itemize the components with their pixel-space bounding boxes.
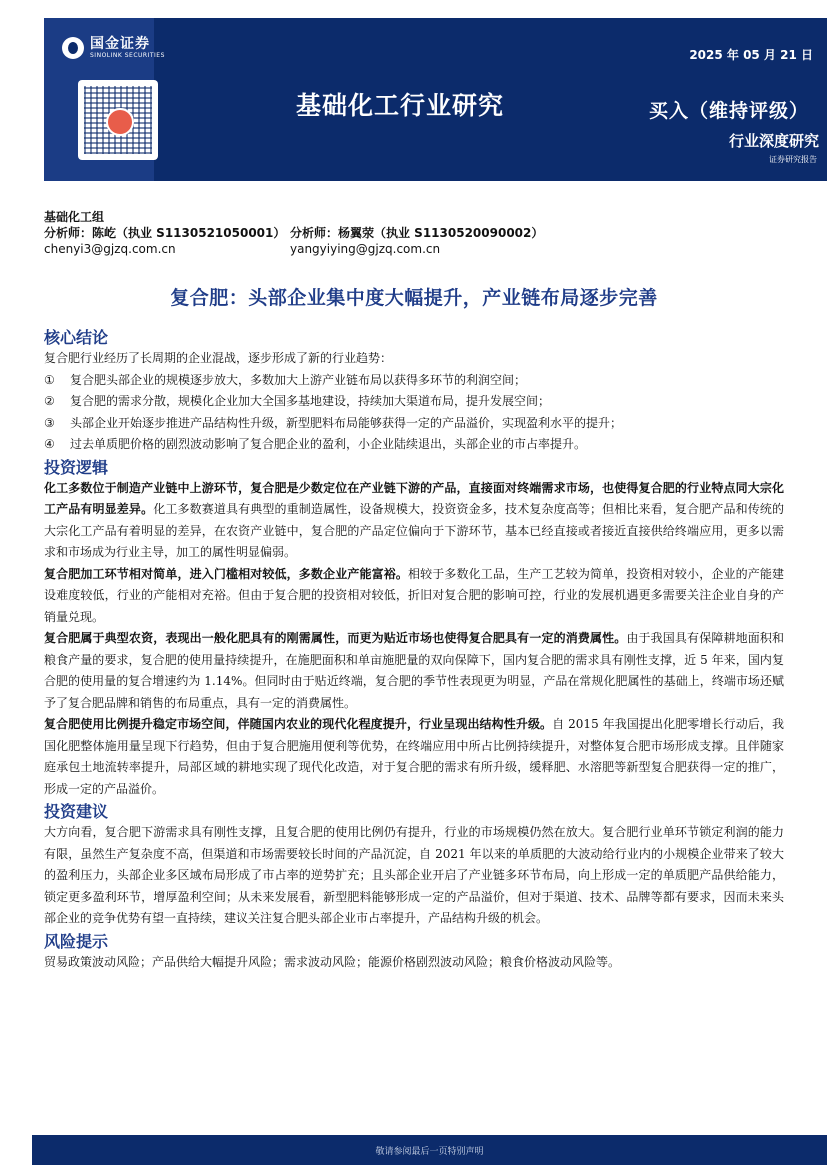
risk-paragraph: 贸易政策波动风险；产品供给大幅提升风险；需求波动风险；能源价格剧烈波动风险；粮食价格波动风险等。 [44,954,621,969]
logic-p1-text: 化工多数赛道具有典型的重制造属性，设备规模大，投资资金多，技术复杂度高等；但相比来看，复合肥产品和传统的大宗化工产品有着明显的差异，在农资产业链中，复合肥的产品定位偏向于下游环节，基本已经直接或者接近直接供给终端应用，更多以需求和市场成为行业主导，加工的属性明显偏弱。 [44,502,784,559]
logic-paragraph-2 [44,564,784,629]
qr-code-icon [78,80,158,160]
analyst-emails-row [44,241,784,257]
report-type: 行业深度研究 [728,132,819,150]
logic-p3-text: 由于我国具有保障耕地面积和粮食产量的要求，复合肥的使用量持续提升，在施肥面积和单亩施肥量的双向保障下，国内复合肥的需求具有刚性支撑，近 5 年来，国内复合肥的使用量的复合增速约为 1.14%。但同时由于贴近终端，复合肥的季节性表现更为明显，产品在常规化肥属性的基础上，终端市场还赋予了复合肥品牌和销售的布局重点，具有一定的消费属性。 [44,631,784,710]
analyst-1-email[interactable]: chenyi3@gjzq.com.cn [44,242,176,256]
report-subtype: 证券研究报告 [769,155,817,164]
list-item [44,413,784,435]
footer-disclaimer-link[interactable]: 敬请参阅最后一页特别声明 [375,1147,484,1157]
logic-p2-lead: 复合肥加工环节相对简单，进入门槛相对较低，多数企业产能富裕。 [44,566,408,581]
list-item-text: 复合肥的需求分散，规模化企业加大全国多基地建设，持续加大渠道布局，提升发展空间； [70,394,551,408]
analyst-1-label: 分析师：陈屹（执业 S1130521050001） [44,226,286,240]
analyst-names-row [44,225,784,241]
logo-en: SINOLINK SECURITIES [90,52,165,59]
logic-p4-text: 自 2015 年我国提出化肥零增长行动后，我国化肥整体施用量呈现下行趋势，但由于复合肥施用便利等优势，在终端应用中所占比例持续提升，对整体复合肥市场形成支撑。且伴随家庭承包土地流转率提升，局部区域的耕地实现了现代化改造，对于复合肥的需求有所升级，缓释肥、水溶肥等新型复合肥获得一定的推广，形成一定的产品溢价。 [44,717,785,796]
list-item-number: ① [44,372,55,387]
list-item-text: 过去单质肥价格的剧烈波动影响了复合肥企业的盈利，小企业陆续退出，头部企业的市占率提升。 [70,437,587,451]
section-heading-suggestion: 投资建议 [44,802,109,821]
logic-p3-lead: 复合肥属于典型农资，表现出一般化肥具有的刚需属性，而更为贴近市场也使得复合肥具有一定的消费属性。 [44,631,627,645]
list-item [44,391,784,413]
analyst-block [44,209,784,257]
footer-bar [32,1135,827,1165]
industry-title: 基础化工行业研究 [296,91,505,120]
analyst-2-email[interactable]: yangyiying@gjzq.com.cn [290,242,441,256]
logic-p1-lead: 化工多数位于制造产业链中上游环节，复合肥是少数定位在产业链下游的产品，直接面对终端需求市场，也使得复合肥的行业特点同大宗化工产品有明显差异。 [44,480,784,516]
section-heading-risk: 风险提示 [44,931,109,951]
suggestion-paragraph: 大方向看，复合肥下游需求具有刚性支撑，且复合肥的使用比例仍有提升，行业的市场规模仍然在放大。复合肥行业单环节锁定利润的能力有限，虽然生产复杂度不高，但渠道和市场需要较长时间的产品沉淀，自 2021 年以来的单质肥的大波动给行业内的小规模企业带来了较大的盈利压力，头部企业多区域布局形成了市占率的逆势扩充；且头部企业开启了产业链多环节布局，向上形成一定的单质肥产品供给能力，锁定更多盈利环节，增厚盈利空间；从未来发展看，新型肥料能够形成一定的产品溢价，但对于渠道、技术、品牌等都有要求，因而未来头部企业的竞争优势有望一直持续，建议关注复合肥头部企业市占率提升，产品结构升级的机会。 [44,825,784,925]
list-item [44,434,784,456]
core-intro: 复合肥行业经历了长周期的企业混战，逐步形成了新的行业趋势： [44,351,393,365]
list-item-number: ② [44,394,55,408]
logic-paragraph-1 [44,478,784,564]
analyst-2-label: 分析师：杨翼荥（执业 S1130520090002） [290,226,544,240]
logo-icon [62,37,84,59]
list-item-text: 头部企业开始逐步推进产品结构性升级，新型肥料布局能够获得一定的产品溢价，实现盈利水平的提升； [70,415,623,430]
company-logo [62,36,165,60]
logic-p4-lead: 复合肥使用比例提升稳定市场空间，伴随国内农业的现代化程度提升，行业呈现出结构性升级。 [44,717,553,731]
list-item-number: ③ [44,415,55,430]
section-heading-core: 核心结论 [44,328,109,347]
list-item [44,370,784,392]
logic-p2-text: 相较于多数化工品，生产工艺较为简单，投资相对较小，企业的产能建设难度较低，行业的产能相对充裕。但由于复合肥的投资相对较低，折旧对复合肥的影响可控，行业的发展机遇更多需要关注企业自身的产销量兑现。 [44,566,784,624]
section-heading-logic: 投资逻辑 [44,457,109,477]
logic-paragraph-3 [44,628,784,714]
list-item-number: ④ [44,437,55,451]
analyst-group: 基础化工组 [44,210,105,224]
rating-label: 买入（维持评级） [648,100,809,122]
qr-center-badge-icon [106,108,134,136]
list-item-text: 复合肥头部企业的规模逐步放大，多数加大上游产业链布局以获得多环节的利润空间； [70,372,527,387]
report-body [44,326,784,973]
logo-cn: 国金证券 [90,36,150,52]
logo-text [90,36,165,60]
report-date: 2025 年 05 月 21 日 [689,48,813,62]
logic-paragraph-4 [44,714,784,800]
report-title: 复合肥：头部企业集中度大幅提升，产业链布局逐步完善 [170,287,658,309]
report-header-banner [44,18,827,181]
